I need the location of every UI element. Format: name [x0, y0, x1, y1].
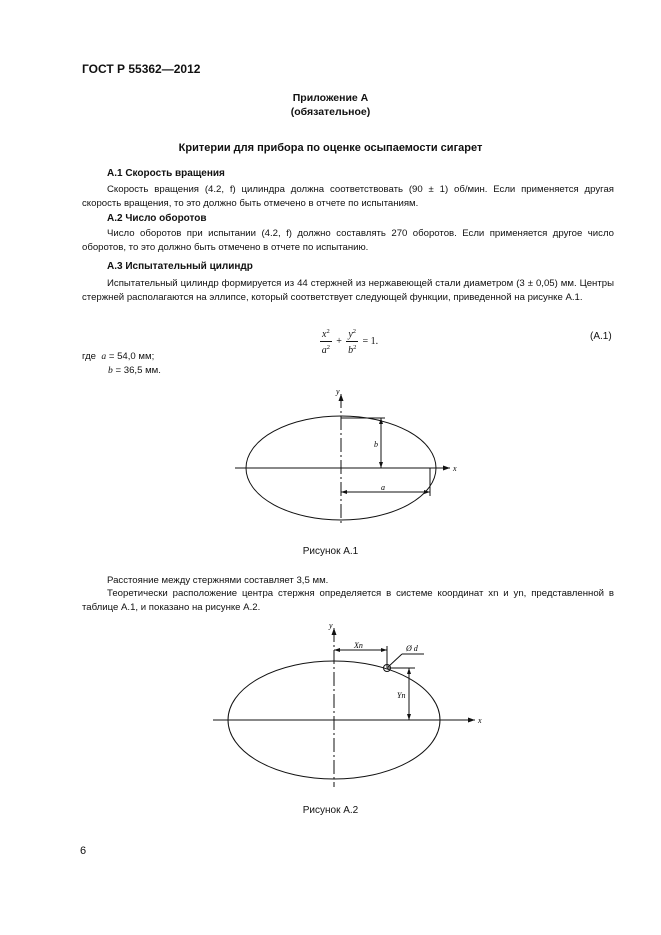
where-block: где a = 54,0 мм; b = 36,5 мм.	[82, 351, 161, 376]
section-a2-heading: А.2 Число оборотов	[107, 213, 207, 224]
figure2-d-leader	[388, 654, 402, 667]
figure1-x-label: x	[453, 464, 457, 473]
figure2-xn-arrow-right	[381, 648, 387, 652]
equation-number: (А.1)	[590, 331, 612, 342]
section-a2-text: Число оборотов при испытании (4.2, f) должно составлять 270 оборотов. Если применяется другое число оборотов, то это должно быть отмечено в отчете по испытанию.	[82, 228, 614, 253]
appendix-title: Приложение А	[292, 92, 369, 104]
plus-sign: +	[336, 336, 342, 347]
figure2-xn-label: Xn	[354, 641, 363, 650]
figure1-b-label: b	[374, 440, 378, 449]
figure2-caption: Рисунок А.2	[302, 805, 359, 816]
main-title: Критерии для прибора по оценке осыпаемости сигарет	[178, 142, 483, 154]
theory-text: Теоретически расположение центра стержня определяется в системе координат xn и yn, представленной в таблице А.1, и показано на рисунке А.2.	[82, 588, 614, 613]
document-header: ГОСТ Р 55362—2012	[82, 62, 201, 76]
distance-text: Расстояние между стержнями составляет 3,5 мм.	[107, 575, 329, 586]
figure2-xn-arrow-left	[334, 648, 340, 652]
figure2-yn-arrow-bottom	[407, 714, 411, 720]
figure2-x-label: x	[478, 716, 482, 725]
fraction-x: $\frac{x^2}{a^2}$	[321, 328, 330, 356]
figure2-y-label: y	[329, 621, 333, 630]
page-number: 6	[80, 845, 87, 857]
figure2-yn-label: Yn	[397, 691, 406, 700]
figure2-x-arrow	[468, 718, 475, 723]
appendix-status: (обязательное)	[290, 106, 371, 118]
figure1-a-label: a	[381, 483, 385, 492]
section-a1-heading: А.1 Скорость вращения	[107, 168, 225, 179]
figure2-d-label: Ø d	[406, 644, 418, 653]
section-a3-heading: А.3 Испытательный цилиндр	[107, 261, 253, 272]
section-a3-text: Испытательный цилиндр формируется из 44 стержней из нержавеющей стали диаметром (3 ± 0,05) мм. Центры стержней располагаются на эллипсе, который соответствует следующей функции, приведенной на рисунке А.1.	[82, 278, 614, 303]
equals-one: = 1.	[362, 336, 379, 347]
figure1-caption: Рисунок А.1	[302, 546, 359, 557]
figure1-y-label: y	[336, 387, 340, 396]
section-a1-text: Скорость вращения (4.2, f) цилиндра должна соответствовать (90 ± 1) об/мин. Если применяется другая скорость вращения, то это должно быть отмечено в отчете по испытаниям.	[82, 184, 614, 209]
fraction-y: $\frac{y^2}{b^2}$	[348, 328, 357, 356]
figure2-yn-arrow-top	[407, 668, 411, 674]
